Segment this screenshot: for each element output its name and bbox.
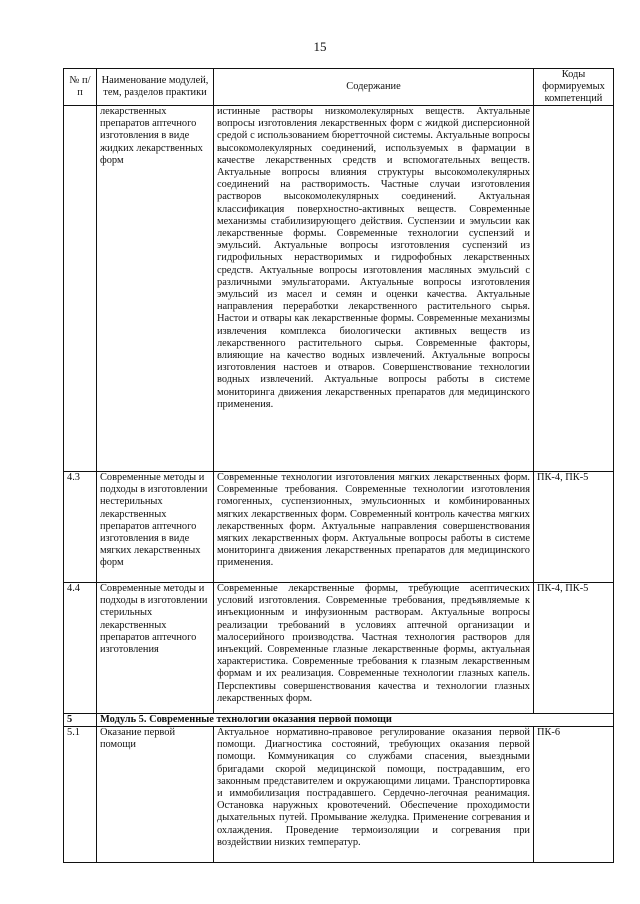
row-codes (534, 106, 614, 472)
row-number (64, 106, 97, 472)
module-row (64, 714, 614, 727)
header-topic: Наименование модулей, тем, разделов практики (97, 69, 214, 106)
row-content: истинные растворы низкомолекулярных веществ. Актуальные вопросы изготовления лекарственных форм с жидкой дисперсионной средой с использованием бюретточной системы. Актуальные вопросы высокомолекулярных соединений, используемых в фармации в качестве лекарственных средств и вспомогательных веществ. Актуальные вопросы влияния структуры высокомолекулярных соединений на растворимость. Частные случаи изготовления растворов высокомолекулярных соединений. Актуальная классификация поверхностно-активных веществ. Современные механизмы стабилизирующего действия. Суспензии и эмульсии как лекарственные формы. Современные технологии суспензий и эмульсий. Актуальные вопросы изготовления суспензий из гидрофильных нерастворимых и гидрофобных лекарственных средств. Актуальные вопросы изготовления масляных эмульсий с различными эмульгаторами. Актуальные вопросы изготовления эмульсий из масел и семян и оценки качества. Актуальные направления переработки лекарственного растительного сырья. Настои и отвары как лекарственные формы. Современные механизмы извлечения комплекса биологически активных веществ из лекарственного растительного сырья. Современные факторы, влияющие на качество водных извлечений. Актуальные вопросы изготовления настоев и отваров. Совершенствование технологии водных извлечений. Актуальные вопросы работы в системе мониторинга движения лекарственных препаратов для медицинского применения. (214, 106, 534, 472)
row-number: 4.3 (64, 472, 97, 583)
table-row (64, 472, 614, 583)
row-topic: лекарственных препаратов аптечного изготовления в виде жидких лекарственных форм (97, 106, 214, 472)
row-number: 4.4 (64, 583, 97, 714)
row-topic: Оказание первой помощи (97, 727, 214, 863)
row-content: Современные лекарственные формы, требующие асептических условий изготовления. Современные требования, предъявляемые к инъекционным и инфузионным растворам. Актуальные вопросы реализации требований в условиях аптечной организации и малосерийного производства. Частная технология растворов для инъекций. Современные глазные лекарственные формы, актуальная характеристика. Современные требования к глазным лекарственным формам и их реализация. Современные технологии глазных капель. Перспективы совершенствования качества и технологии глазных лекарственных форм. (214, 583, 534, 714)
module-title: Модуль 5. Современные технологии оказания первой помощи (97, 714, 614, 727)
table-row (64, 583, 614, 714)
table-row (64, 106, 614, 472)
curriculum-table (63, 68, 614, 863)
table-row (64, 727, 614, 863)
row-codes: ПК-4, ПК-5 (534, 583, 614, 714)
header-content: Содержание (214, 69, 534, 106)
header-codes: Коды формируемых компетенций (534, 69, 614, 106)
row-content: Актуальное нормативно-правовое регулирование оказания первой помощи. Диагностика состояний, требующих оказания первой помощи. Коммуникация со службами спасения, выездными бригадами скорой медицинской помощи, пострадавшим, его законным представителем и окружающими лицами. Транспортировка и иммобилизация пострадавшего. Сердечно-легочная реанимация. Остановка наружных кровотечений. Обеспечение проходимости дыхательных путей. Промывание желудка. Применение согревания и охлаждения. Проведение термоизоляции и согревания при воздействии низких температур. (214, 727, 534, 863)
header-number: № п/п (64, 69, 97, 106)
page-number: 15 (313, 39, 327, 54)
row-topic: Современные методы и подходы в изготовлении стерильных лекарственных препаратов аптечного изготовления (97, 583, 214, 714)
table-header-row (64, 69, 614, 106)
row-codes: ПК-6 (534, 727, 614, 863)
row-content: Современные технологии изготовления мягких лекарственных форм. Современные требования. Современные технологии изготовления гомогенных, суспензионных, эмульсионных и комбинированных мягких лекарственных форм. Современный контроль качества мягких лекарственных форм. Актуальные направления совершенствования мягких лекарственных форм. Актуальные вопросы работы в системе мониторинга движения лекарственных препаратов для медицинского применения. (214, 472, 534, 583)
row-topic: Современные методы и подходы в изготовлении нестерильных лекарственных препаратов аптечного изготовления в виде мягких лекарственных форм (97, 472, 214, 583)
module-number: 5 (64, 714, 97, 727)
row-number: 5.1 (64, 727, 97, 863)
row-codes: ПК-4, ПК-5 (534, 472, 614, 583)
